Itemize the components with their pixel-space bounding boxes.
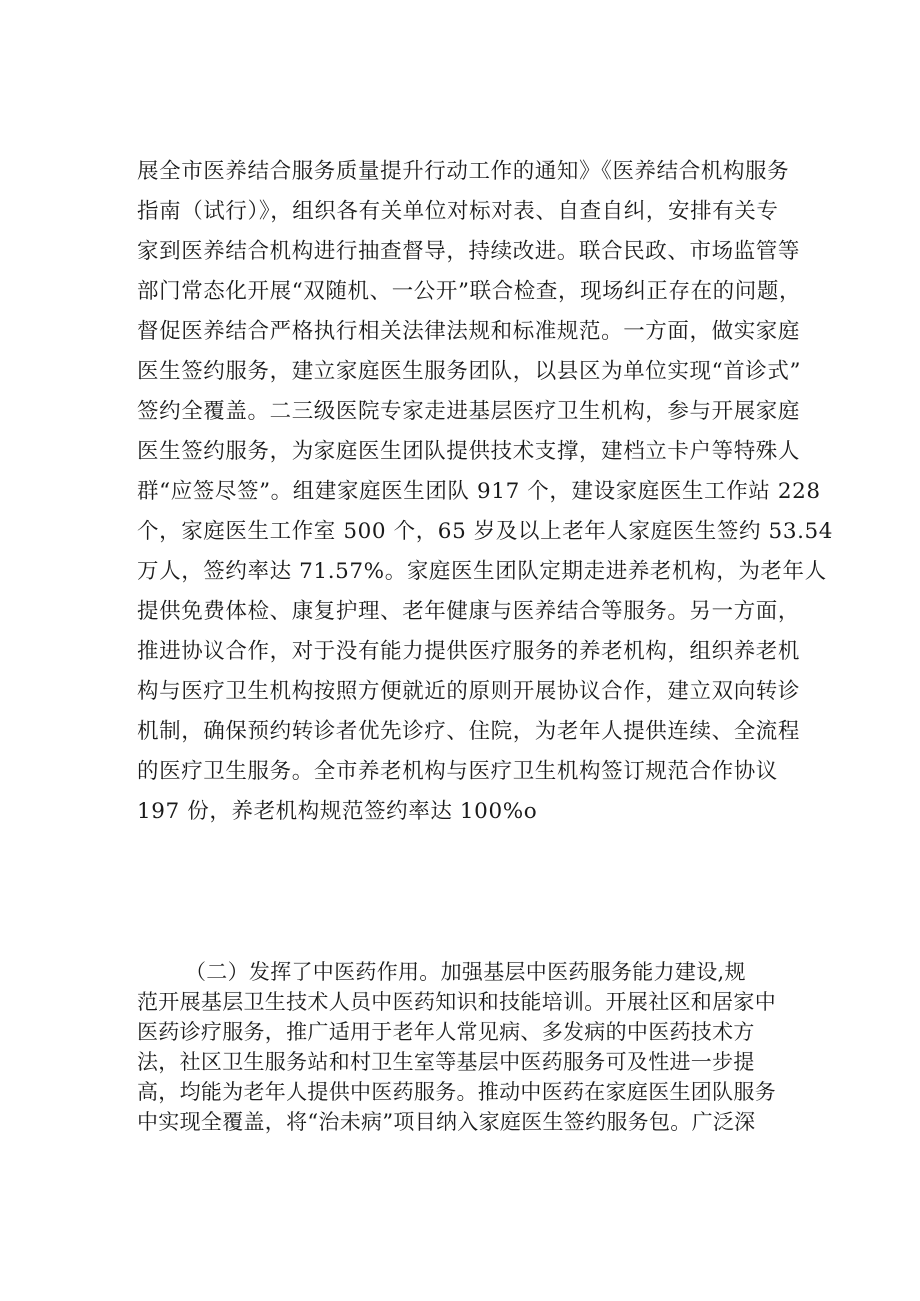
text-line: 指南（试行）》，组织各有关单位对标对表、自查自纠，安排有关专 xyxy=(137,199,779,224)
text-line: 医生签约服务，为家庭医生团队提供技术支撑，建档立卡户等特殊人 xyxy=(137,439,801,464)
text-line: 推进协议合作，对于没有能力提供医疗服务的养老机构，组织养老机 xyxy=(137,639,801,664)
text-line: 签约全覆盖。二三级医院专家走进基层医疗卫生机构，参与开展家庭 xyxy=(137,399,801,424)
text-line: 提供免费体检、康复护理、老年健康与医养结合等服务。另一方面， xyxy=(137,599,801,624)
text-line: 构与医疗卫生机构按照方便就近的原则开展协议合作，建立双向转诊 xyxy=(137,679,801,704)
text-line: 机制，确保预约转诊者优先诊疗、住院，为老年人提供连续、全流程 xyxy=(137,719,801,744)
text-line: 范开展基层卫生技术人员中医药知识和技能培训。开展社区和居家中 xyxy=(137,990,776,1014)
text-line: 高，均能为老年人提供中医药服务。推动中医药在家庭医生团队服务 xyxy=(137,1080,776,1104)
paragraph-tcm-role xyxy=(137,957,797,1137)
text-line: 的医疗卫生服务。全市养老机构与医疗卫生机构签订规范合作协议 xyxy=(137,759,778,784)
paragraph-medical-elderly-care xyxy=(137,152,834,832)
text-line: 群“应签尽签”。组建家庭医生团队 917 个，建设家庭医生工作站 228 xyxy=(137,479,821,504)
section-heading-line: （二）发挥了中医药作用。加强基层中医药服务能力建设,规 xyxy=(185,960,746,984)
text-line: 197 份，养老机构规范签约率达 100%o xyxy=(137,799,538,824)
text-line: 督促医养结合严格执行相关法律法规和标准规范。一方面，做实家庭 xyxy=(137,319,801,344)
text-line: 法，社区卫生服务站和村卫生室等基层中医药服务可及性进一步提 xyxy=(137,1050,755,1074)
text-line: 家到医养结合机构进行抽查督导，持续改进。联合民政、市场监管等 xyxy=(137,239,801,264)
text-line: 万人，签约率达 71.57%。家庭医生团队定期走进养老机构，为老年人 xyxy=(137,559,827,584)
text-line: 医生签约服务，建立家庭医生服务团队，以县区为单位实现“首诊式” xyxy=(137,359,802,384)
text-line: 部门常态化开展“双随机、一公开”联合检查，现场纠正存在的问题， xyxy=(137,279,802,304)
text-line: 展全市医养结合服务质量提升行动工作的通知》《医养结合机构服务 xyxy=(137,159,790,184)
text-line: 医药诊疗服务，推广适用于老年人常见病、多发病的中医药技术方 xyxy=(137,1020,755,1044)
text-line: 个，家庭医生工作室 500 个，65 岁及以上老年人家庭医生签约 53.54 xyxy=(137,519,834,544)
text-line: 中实现全覆盖，将“治未病”项目纳入家庭医生签约服务包。广泛深 xyxy=(137,1110,756,1134)
